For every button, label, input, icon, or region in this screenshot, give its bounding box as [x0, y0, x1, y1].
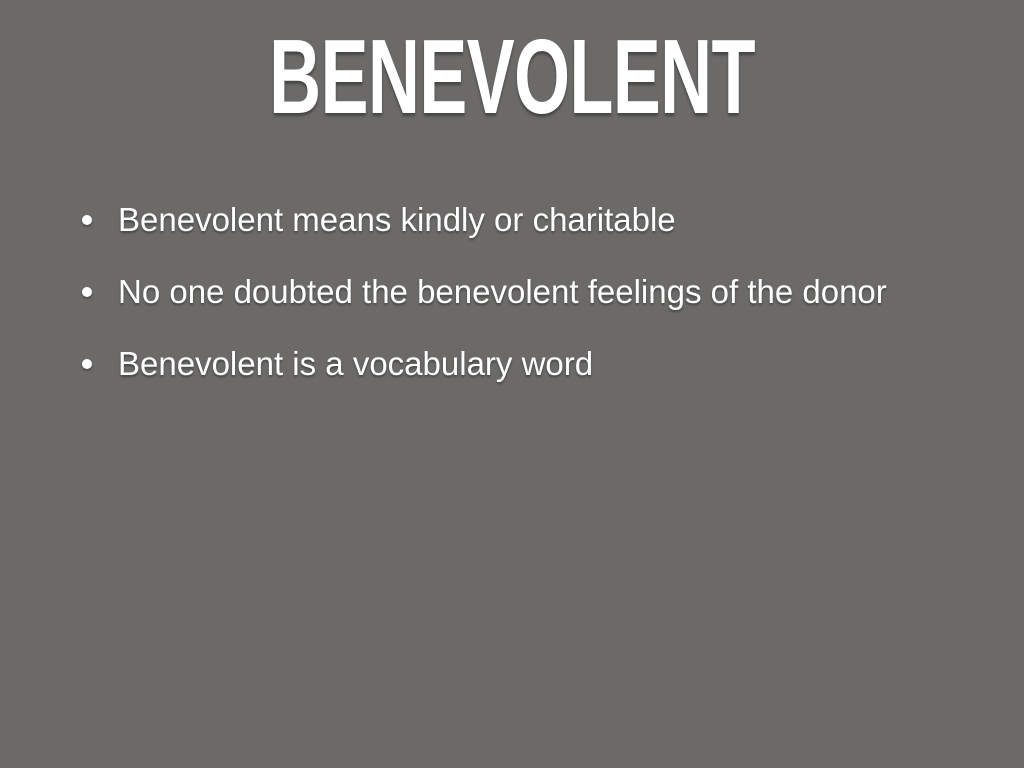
- bullet-text: No one doubted the benevolent feelings of the donor: [118, 273, 887, 310]
- slide-title: BENEVOLENT: [269, 18, 755, 136]
- list-item: [82, 272, 994, 312]
- list-item: [82, 344, 994, 384]
- bullet-icon: [82, 359, 92, 369]
- bullet-list: [82, 200, 994, 416]
- bullet-icon: [82, 215, 92, 225]
- bullet-text: Benevolent is a vocabulary word: [118, 345, 594, 382]
- list-item: [82, 200, 994, 240]
- bullet-text: Benevolent means kindly or charitable: [118, 201, 676, 238]
- bullet-icon: [82, 287, 92, 297]
